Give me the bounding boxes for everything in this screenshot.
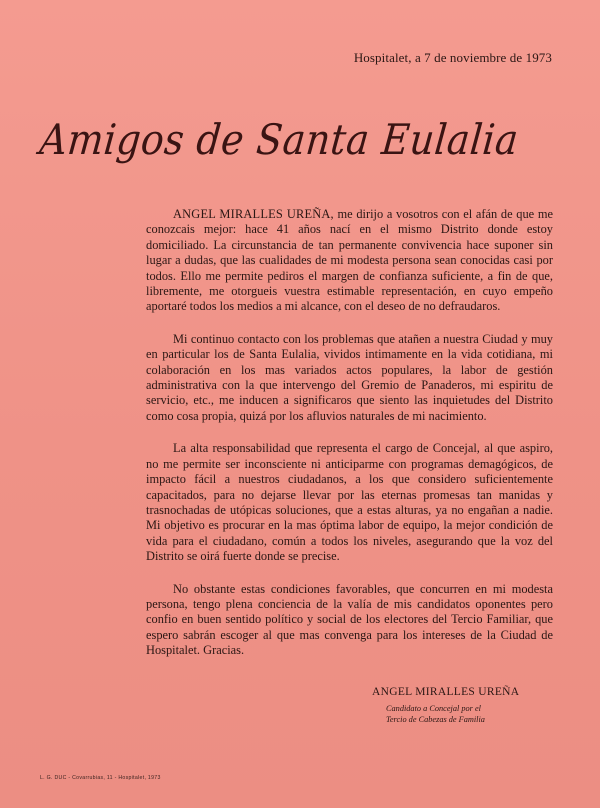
paragraph-text: La alta responsabilidad que representa el cargo de Concejal, al que aspiro, no me permite ser inconsciente ni anticiparme con programas demagógicos, de impacto fácil a nuestros ciudadanos, a los que considero suficientemente capacitados, para no dejarse llevar por las eternas promesas tan manidas y trasnochadas de utópicas soluciones, que a estas alturas, ya no engañan a nadie. Mi objetivo es procurar en la mas óptima labor de equipo, la mejor condición de vida para el ciudadano, común a todos los niveles, asegurando que la voz del Distrito se oirá fuerte donde se precise. [146,441,553,564]
signature-name: ANGEL MIRALLES UREÑA [372,686,520,698]
letter-heading: Amigos de Santa Eulalia [37,115,521,164]
signature-block [372,686,552,725]
printer-mark: L. G. DUC - Covarrubias, 11 - Hospitalet, 1973 [40,775,161,781]
signature-role-line-2: Tercio de Cabezas de Familia [386,715,485,724]
paragraph-text: Mi continuo contacto con los problemas que atañen a nuestra Ciudad y muy en particular los de Santa Eulalia, vividos intimamente en la vida cotidiana, mi colaboración en los mas variados actos populares, la labor de gestión administrativa con la que intervengo del Gremio de Panaderos, mi espiritu de servicio, etc., me inducen a significaros que siento las inquietudes del Distrito como cosa propia, quizá por los afluvios naturales de mi nacimiento. [146,331,553,423]
paragraph-2 [146,332,553,424]
paragraph-lead-name: ANGEL MIRALLES UREÑA, [173,207,334,221]
dateline: Hospitalet, a 7 de noviembre de 1973 [353,50,552,65]
paragraph-4 [146,582,553,659]
paragraph-text: No obstante estas condiciones favorables, que concurren en mi modesta persona, tengo plena conciencia de la valía de mis candidatos oponentes pero confio en buen sentido político y social de los electores del Tercio Familiar, que espero sabrán escoger al que mas convenga para los intereses de la Ciudad de Hospitalet. Gracias. [146,581,553,658]
paragraph-text: me dirijo a vosotros con el afán de que me conozcais mejor: hace 41 años nací en el mismo Distrito donde estoy domiciliado. La circunstancia de tan permanente convivencia hace suponer sin lugar a dudas, que las cualidades de mi modesta persona sean conocidas casi por todos. Ello me permite pediros el margen de confianza suficiente, a fin de que, libremente, me otorgueis vuestra estimable representación, en cuyo empeño aportaré todos los medios a mi alcance, con el deseo de no defraudaros. [146,207,554,314]
letter-body [146,207,553,676]
paragraph-1 [146,207,553,315]
paragraph-3 [146,441,553,564]
signature-role-line-1: Candidato a Concejal por el [386,704,481,713]
